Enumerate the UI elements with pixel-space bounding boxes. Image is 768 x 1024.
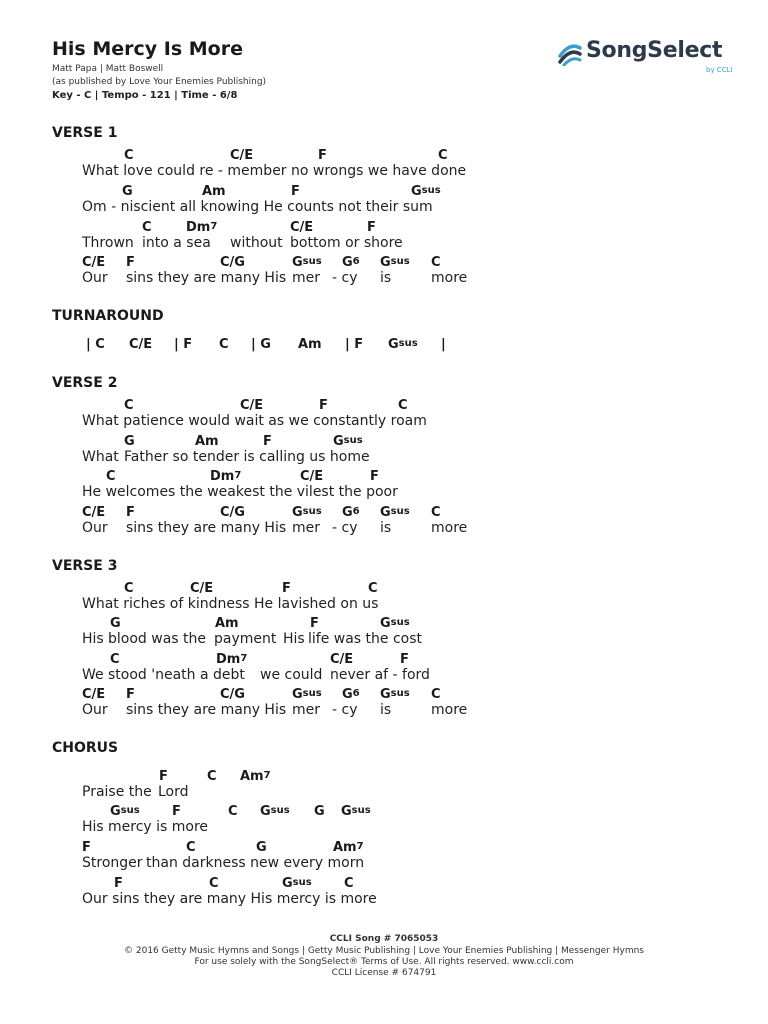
songselect-logo [556, 38, 736, 74]
chord-symbol: C [431, 687, 441, 702]
lyric-text: What patience would wait as we constantly roam [82, 413, 427, 429]
chord-symbol: $G^{sus}$ [292, 687, 322, 702]
lyric-text: sins they are many His [126, 702, 287, 718]
lyric-text: What love could re - member no wrongs we have done [82, 163, 467, 179]
chord-symbol: C/E [330, 652, 354, 667]
ccli-song-number: CCLI Song # 7065053 [329, 934, 439, 944]
chord-symbol: C [344, 876, 354, 891]
chord-symbol: Am [202, 184, 226, 199]
chord-symbol: C [431, 505, 441, 520]
section-heading: VERSE 3 [52, 558, 118, 574]
lyric-text: life was the cost [308, 631, 423, 647]
chord-symbol: F [114, 876, 123, 891]
ccli-license: CCLI License # 674791 [331, 968, 437, 978]
lyric-text: Stronger [82, 855, 143, 871]
section-heading: CHORUS [52, 740, 119, 756]
chord-symbol: | F [345, 337, 364, 352]
lyric-text: Praise the [82, 784, 152, 800]
chord-symbol: G [256, 840, 267, 855]
lyric-text: mer [292, 270, 321, 286]
chord-symbol: C/E [82, 255, 106, 270]
songselect-logo-text: SongSelect [586, 38, 723, 63]
lyric-text: mer [292, 520, 321, 536]
chord-symbol: F [172, 804, 181, 819]
chord-symbol: F [400, 652, 409, 667]
chord-symbol: C/E [129, 337, 153, 352]
lyric-text: is [380, 702, 392, 718]
chord-symbol: C [110, 652, 120, 667]
lyric-text: is [380, 270, 392, 286]
chord-symbol: $G^{sus}$ [380, 505, 410, 520]
chord-symbol: C [431, 255, 441, 270]
lyric-text: - cy [332, 270, 358, 286]
lyric-text: Father so tender is calling us home [124, 449, 370, 465]
chord-symbol: C [438, 148, 448, 163]
chord-symbol: F [282, 581, 291, 596]
songselect-logo-sub: by CCLI [706, 66, 733, 74]
chord-symbol: $G^{sus}$ [380, 255, 410, 270]
chord-symbol: $G^{sus}$ [292, 505, 322, 520]
chord-symbol: F [82, 840, 91, 855]
chord-symbol: F [310, 616, 319, 631]
chord-symbol: C [142, 220, 152, 235]
chord-symbol: F [159, 769, 168, 784]
songselect-logo-icon [556, 38, 584, 66]
lyric-text: Our [82, 702, 108, 718]
lyric-text: What [82, 449, 119, 465]
lyric-text: - cy [332, 702, 358, 718]
lyric-text: more [431, 270, 468, 286]
chord-symbol: C [207, 769, 217, 784]
lyric-text: - cy [332, 520, 358, 536]
chord-symbol: $G^{sus}$ [411, 184, 441, 199]
chord-symbol: C/G [220, 505, 245, 520]
chord-symbol: C [209, 876, 219, 891]
chord-symbol: C/E [240, 398, 264, 413]
chord-symbol: Am [215, 616, 239, 631]
song-title: His Mercy Is More [52, 38, 243, 60]
chord-symbol: C/E [290, 220, 314, 235]
chord-symbol: C [106, 469, 116, 484]
song-authors: Matt Papa | Matt Boswell [52, 64, 164, 74]
chord-symbol: F [370, 469, 379, 484]
chord-symbol: C [124, 148, 134, 163]
lyric-text: His [82, 631, 104, 647]
chord-symbol: $G^{sus}$ [333, 434, 363, 449]
lyric-text: He welcomes the weakest the vilest the poor [82, 484, 398, 500]
lyric-text: bottom or shore [290, 235, 403, 251]
chord-symbol: $G^{sus}$ [380, 616, 410, 631]
lyric-text: payment [214, 631, 277, 647]
lyric-text: into a sea [142, 235, 211, 251]
chord-symbol: F [319, 398, 328, 413]
lyric-text: sins they are many His [126, 520, 287, 536]
chord-symbol: C/E [300, 469, 324, 484]
song-publisher: (as published by Love Your Enemies Publishing) [52, 77, 267, 87]
lyric-text: than darkness new every morn [146, 855, 365, 871]
section-heading: TURNAROUND [52, 308, 164, 324]
chord-symbol: C [228, 804, 238, 819]
chord-symbol: Dm$^7$ [186, 220, 218, 235]
chord-symbol: $G^6$ [342, 687, 360, 702]
chord-symbol: Dm$^7$ [210, 469, 242, 484]
lyric-text: We [82, 667, 104, 683]
lyric-text: blood was the [108, 631, 206, 647]
chord-symbol: G [110, 616, 121, 631]
copyright-line: © 2016 Getty Music Hymns and Songs | Getty Music Publishing | Love Your Enemies Publishing | Messenger Hymns [124, 946, 644, 956]
chord-symbol: C/E [82, 505, 106, 520]
lyric-text: mer [292, 702, 321, 718]
chord-symbol: $G^{sus}$ [341, 804, 371, 819]
lyric-text: What riches of kindness He lavished on us [82, 596, 379, 612]
chord-symbol: C/G [220, 255, 245, 270]
lyric-text: His [82, 819, 104, 835]
chord-symbol: F [126, 255, 135, 270]
chord-symbol: C/E [190, 581, 214, 596]
chord-symbol: F [367, 220, 376, 235]
chord-symbol: F [126, 505, 135, 520]
chord-symbol: C/E [82, 687, 106, 702]
chord-symbol: $G^6$ [342, 255, 360, 270]
section-heading: VERSE 2 [52, 375, 118, 391]
chord-symbol: F [318, 148, 327, 163]
lyric-text: we could [260, 667, 323, 683]
lyric-text: Our [82, 520, 108, 536]
chord-symbol: G [314, 804, 325, 819]
chord-symbol: C [398, 398, 408, 413]
lyric-text: more [431, 702, 468, 718]
lyric-text: without [230, 235, 283, 251]
chord-symbol: C/G [220, 687, 245, 702]
chord-symbol: $G^{sus}$ [260, 804, 290, 819]
chord-symbol: C [368, 581, 378, 596]
chord-symbol: Am [195, 434, 219, 449]
chord-symbol: $G^{sus}$ [292, 255, 322, 270]
chord-symbol: C [124, 398, 134, 413]
lyric-text: sins they are many His [126, 270, 287, 286]
lyric-text: never af - ford [330, 667, 430, 683]
lyric-text: Lord [158, 784, 189, 800]
terms-line: For use solely with the SongSelect® Terms of Use. All rights reserved. www.ccli.com [194, 957, 574, 967]
chord-symbol: F [263, 434, 272, 449]
chord-symbol: Am$^7$ [333, 840, 364, 855]
lyric-text: Thrown [82, 235, 134, 251]
chord-symbol: | F [174, 337, 193, 352]
chord-symbol: $G^{sus}$ [110, 804, 140, 819]
chord-symbol: G [122, 184, 133, 199]
chord-symbol: G [124, 434, 135, 449]
chord-symbol: $G^{sus}$ [282, 876, 312, 891]
song-key-tempo-time: Key - C | Tempo - 121 | Time - 6/8 [52, 90, 238, 101]
lyric-text: stood 'neath a debt [108, 667, 245, 683]
chord-symbol: Am [298, 337, 322, 352]
chord-symbol: C [124, 581, 134, 596]
lyric-text: more [431, 520, 468, 536]
lyric-text: mercy is more [108, 819, 209, 835]
chord-symbol: C/E [230, 148, 254, 163]
chord-symbol: F [126, 687, 135, 702]
lyric-text: Our sins they are many His mercy is more [82, 891, 377, 907]
chord-symbol: $G^6$ [342, 505, 360, 520]
chord-symbol: C [219, 337, 229, 352]
chord-symbol: Dm$^7$ [216, 652, 248, 667]
lyric-text: Our [82, 270, 108, 286]
chord-symbol: Am$^7$ [240, 769, 271, 784]
lyric-text: His [283, 631, 305, 647]
chord-symbol: | G [251, 337, 271, 352]
chord-symbol: $G^{sus}$ [388, 337, 418, 352]
lyric-text: Om - niscient all knowing He counts not their sum [82, 199, 433, 215]
chord-symbol: | [441, 337, 446, 352]
chord-symbol: | C [86, 337, 105, 352]
chord-symbol: F [291, 184, 300, 199]
chord-symbol: C [186, 840, 196, 855]
section-heading: VERSE 1 [52, 125, 118, 141]
chord-symbol: $G^{sus}$ [380, 687, 410, 702]
lyric-text: is [380, 520, 392, 536]
